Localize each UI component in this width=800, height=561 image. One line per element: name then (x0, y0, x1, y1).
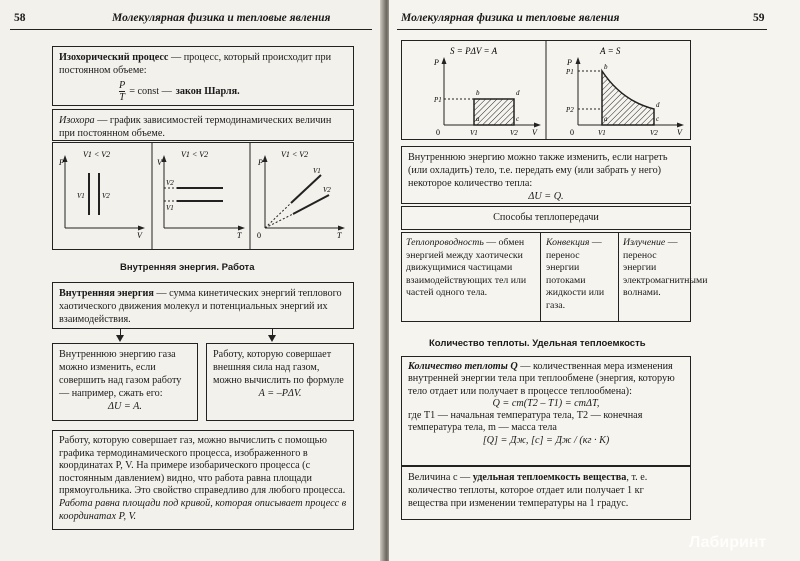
graphB-p2: P2 (566, 106, 574, 114)
conduction-term: Теплопроводность (406, 237, 484, 248)
graph2-line1-label: V2 (166, 179, 174, 187)
divider-1 (540, 233, 541, 321)
graphB-origin: 0 (570, 128, 574, 137)
external-work-text: Работу, которую совершает внешняя сила над газом, можно вычислить по формуле (213, 349, 344, 386)
graphA-x-label: V (532, 128, 537, 137)
graphA-v2: V2 (510, 129, 518, 137)
heat-quantity-term: Количество теплоты Q (408, 361, 518, 372)
graph2-line2-label: V1 (166, 204, 174, 212)
formula-const: = const — (129, 86, 172, 97)
graph3-x-label: T (337, 231, 342, 240)
graphB-x-label: V (677, 128, 682, 137)
graph-v-t (157, 150, 245, 240)
graph3-line2-label: V2 (323, 186, 331, 194)
isochoric-process-box (52, 46, 354, 106)
header-rule-left (10, 29, 372, 30)
specific-heat-text: , т. е. количество теплоты, которое отдает или получает 1 кг вещества при изменении температуры на 1 градус. (408, 472, 648, 509)
graph1-y-label: P (59, 158, 64, 167)
graphB-p1: P1 (566, 68, 574, 76)
graphA-title: S = PΔV = A (450, 46, 498, 56)
running-header-right: Молекулярная физика и тепловые явления (401, 12, 620, 24)
heat-change-box (401, 146, 691, 204)
graphB-pt-d: d (656, 101, 660, 109)
charles-law-formula (59, 80, 347, 103)
transfer-title-box (401, 206, 691, 230)
graphA-pt-b: b (476, 89, 480, 97)
internal-energy-text: — сумма кинетических энергий теплового хаотического движения молекул и потенциальных энергий их взаимодействия. (59, 288, 342, 325)
conduction-text: — обмен энергией между хаотически движущимися частицами взаимодействующих тел или частей одного тела. (406, 237, 527, 298)
graphA-pt-d: d (516, 89, 520, 97)
graphB-pt-a: a (604, 115, 608, 123)
isochore-term: Изохора (59, 115, 95, 126)
graph2-condition: V1 < V2 (181, 150, 209, 159)
page-number-left: 58 (14, 12, 26, 24)
right-page (389, 0, 800, 561)
fraction (119, 80, 125, 103)
isochore-graphs (53, 143, 353, 249)
isochore-box (52, 109, 354, 141)
work-graph-italic: Работа равна площади под кривой, которая описывает процесс в координатах P, V. (59, 497, 347, 522)
specific-heat-term: удельная теплоемкость вещества (472, 472, 627, 483)
convection-text: — перенос энергии потоками жидкости или газа. (546, 237, 605, 311)
formula-du-a: ΔU = A. (108, 401, 142, 412)
graphB-pt-c: c (656, 115, 660, 123)
radiation-cell (623, 237, 708, 300)
graph3-y-label: P (258, 158, 263, 167)
section-title-internal-energy: Внутренняя энергия. Работа (120, 262, 255, 273)
graph-isobaric-work (433, 46, 541, 137)
graphA-origin: 0 (436, 128, 440, 137)
arrow-down-1 (116, 335, 124, 342)
divider-2 (618, 233, 619, 321)
graph-curve-work (565, 46, 684, 137)
transfer-title: Способы теплопередачи (493, 212, 599, 223)
specific-heat-lead: Величина c — (408, 472, 473, 483)
graph3-condition: V1 < V2 (281, 150, 309, 159)
isochoric-term: Изохорический процесс (59, 52, 169, 63)
change-by-work-box (52, 343, 198, 421)
convection-cell (546, 237, 614, 312)
fraction-denominator: T (119, 92, 125, 103)
graph2-y-label: V (157, 158, 162, 167)
graph1-line1-label: V1 (77, 192, 85, 200)
internal-energy-box (52, 282, 354, 329)
transfer-methods-box (401, 232, 708, 322)
graphB-v2: V2 (650, 129, 658, 137)
graphA-pt-a: a (476, 115, 480, 123)
arrow-down-2 (268, 335, 276, 342)
formula-q-cmdt: Q = cm(T2 – T1) = cmΔT, (492, 397, 600, 409)
section-title-heat-capacity: Количество теплоты. Удельная теплоемкость (429, 338, 646, 349)
page-number-right: 59 (753, 12, 765, 24)
graph-p-t (257, 150, 345, 240)
graph1-condition: V1 < V2 (83, 150, 111, 159)
graph1-line2-label: V2 (102, 192, 110, 200)
graph3-origin: 0 (257, 231, 261, 240)
radiation-term: Излучение (623, 237, 666, 248)
isochoric-text: — процесс, который происходит при постоянном объеме: (59, 52, 332, 76)
fraction-numerator: P (119, 80, 126, 91)
internal-energy-term: Внутренняя энергия (59, 288, 154, 299)
graph2-x-label: T (237, 231, 242, 240)
heat-quantity-where: где T1 — начальная температура тела, T2 — конечная температура тела, m — масса тела (408, 410, 643, 434)
work-graph-text: Работу, которую совершает газ, можно вычислить с помощью графика термодинамического процесса, изображенного в координатах P, V. На примере изобарического процесса (с постоянным давлением) видно, что работа равна площади прямоугольника. Это свойство справедливо для любого процесса. (59, 435, 346, 497)
heat-quantity-units: [Q] = Дж, [c] = Дж / (кг · К) (482, 434, 610, 446)
convection-term: Конвекция (546, 237, 590, 248)
work-area-graphs (402, 41, 690, 139)
formula-du-q: ΔU = Q. (528, 191, 564, 202)
graphA-y-label: P (434, 58, 439, 67)
graphA-p1: P1 (434, 96, 442, 104)
graphB-v1: V1 (598, 129, 606, 137)
heat-change-text: Внутреннюю энергию можно также изменить, если нагреть (или охладить) тело, т.е. передать ему (или забрать у него) некоторое количество тепла: (408, 152, 668, 189)
graph3-line1-label: V1 (313, 167, 321, 175)
specific-heat-box (401, 466, 691, 520)
graphB-pt-b: b (604, 63, 608, 71)
formula-a-minus-pdv: A = –PΔV. (258, 388, 302, 399)
conduction-cell (406, 237, 534, 300)
graphA-pt-c: c (516, 115, 520, 123)
graph-p-v (58, 150, 145, 240)
left-page (0, 0, 384, 561)
graphB-y-label: P (567, 58, 572, 67)
graphA-v1: V1 (470, 129, 478, 137)
heat-quantity-box (401, 356, 691, 466)
radiation-text: — перенос энергии электромагнитными волнами. (623, 237, 708, 298)
graphB-title: A = S (600, 46, 621, 56)
work-area-graphs-box (401, 40, 691, 140)
charles-law-label: закон Шарля. (175, 86, 240, 97)
change-by-work-text: Внутреннюю энергию газа можно изменить, если совершить над газом работу — например, сжать его: (59, 349, 182, 399)
running-header-left: Молекулярная физика и тепловые явления (112, 12, 331, 24)
work-graph-box (52, 430, 354, 530)
graph1-x-label: V (137, 231, 142, 240)
heat-quantity-text: — количественная мера изменения внутренней энергии тела при теплообмене (энергия, которую тело отдает или получает в процессе теплообмена): (408, 361, 675, 397)
external-work-box (206, 343, 354, 421)
watermark-logo: Лабиринт (689, 534, 767, 551)
isochore-graphs-box (52, 142, 354, 250)
header-rule-right (397, 29, 767, 30)
isochore-text: — график зависимостей термодинамических величин при постоянном объеме. (59, 115, 332, 139)
